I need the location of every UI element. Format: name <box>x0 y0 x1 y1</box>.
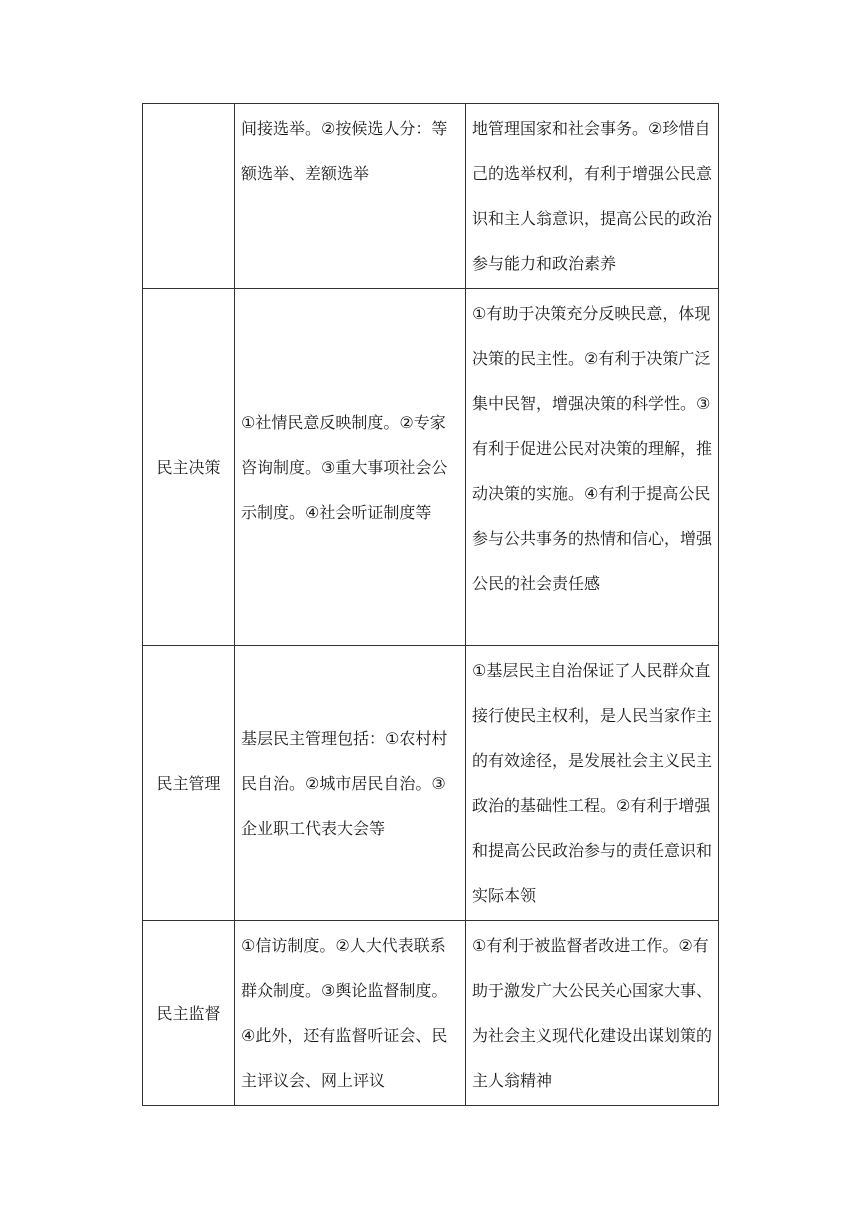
table-row <box>143 289 719 646</box>
forms-cell: ①信访制度。②人大代表联系群众制度。③舆论监督制度。④此外，还有监督听证会、民主评议会、网上评议 <box>235 921 466 1106</box>
category-cell: 民主管理 <box>143 646 235 921</box>
table-row <box>143 104 719 289</box>
category-cell: 民主监督 <box>143 921 235 1106</box>
category-cell <box>143 104 235 289</box>
table-row <box>143 646 719 921</box>
significance-cell: ①有助于决策充分反映民意，体现决策的民主性。②有利于决策广泛集中民智，增强决策的科学性。③有利于促进公民对决策的理解，推动决策的实施。④有利于提高公民参与公共事务的热情和信心，增强公民的社会责任感 <box>466 289 719 646</box>
significance-cell: ①有利于被监督者改进工作。②有助于激发广大公民关心国家大事、为社会主义现代化建设出谋划策的主人翁精神 <box>466 921 719 1106</box>
significance-cell: ①基层民主自治保证了人民群众直接行使民主权利，是人民当家作主的有效途径，是发展社会主义民主政治的基础性工程。②有利于增强和提高公民政治参与的责任意识和实际本领 <box>466 646 719 921</box>
forms-cell: 间接选举。②按候选人分：等额选举、差额选举 <box>235 104 466 289</box>
forms-cell: 基层民主管理包括：①农村村民自治。②城市居民自治。③企业职工代表大会等 <box>235 646 466 921</box>
category-cell: 民主决策 <box>143 289 235 646</box>
significance-cell: 地管理国家和社会事务。②珍惜自己的选举权利，有利于增强公民意识和主人翁意识，提高公民的政治参与能力和政治素养 <box>466 104 719 289</box>
politics-table <box>142 103 719 1106</box>
forms-cell: ①社情民意反映制度。②专家咨询制度。③重大事项社会公示制度。④社会听证制度等 <box>235 289 466 646</box>
table-row <box>143 921 719 1106</box>
